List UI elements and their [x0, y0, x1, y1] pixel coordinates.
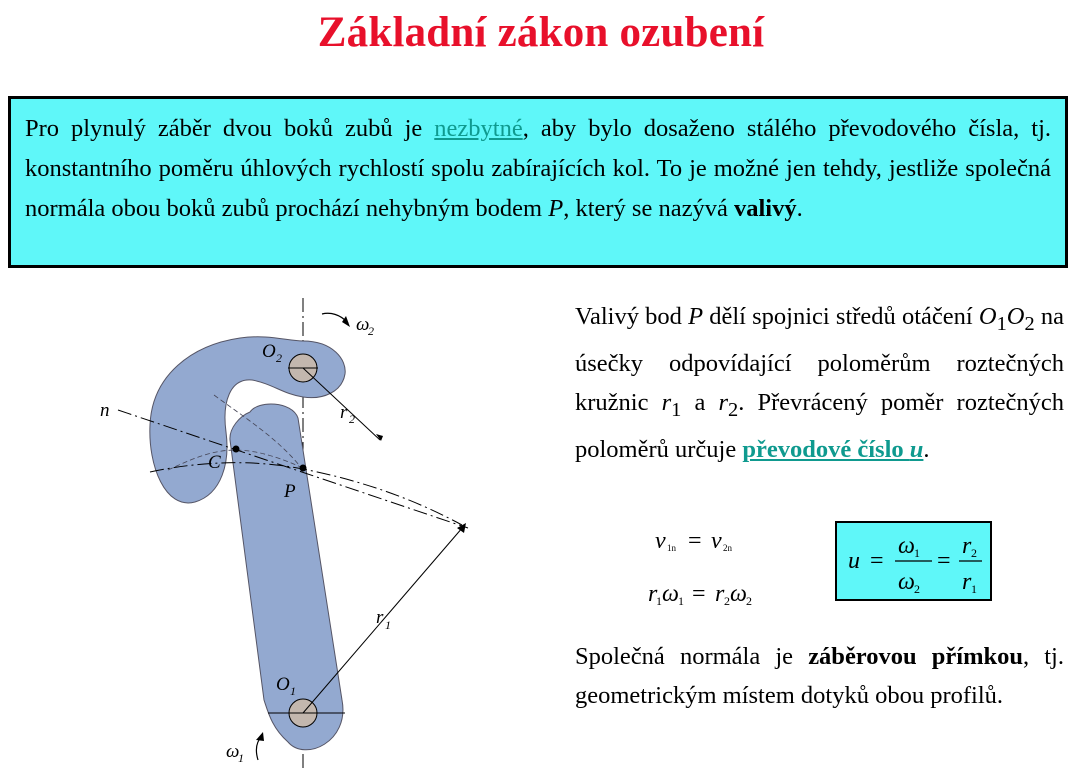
label-omega1: ω [226, 741, 240, 762]
label-o1: O [276, 674, 290, 695]
svg-text:=: = [870, 548, 884, 574]
svg-text:=: = [692, 581, 706, 607]
svg-text:ω: ω [898, 533, 915, 559]
gear-ratio-formula-box [835, 521, 992, 601]
intro-text-3: , který se nazývá [563, 195, 734, 222]
svg-text:v: v [655, 528, 666, 554]
label-r2: r [340, 402, 348, 423]
svg-text:=: = [937, 548, 951, 574]
gear-mechanism-diagram [80, 290, 560, 775]
label-r1: r [376, 607, 384, 628]
svg-text:r: r [648, 581, 658, 607]
svg-text:ω: ω [898, 569, 915, 595]
svg-text:r: r [962, 533, 972, 559]
prevodove-cislo-link[interactable]: převodové číslo u [742, 435, 924, 463]
label-omega2: ω [356, 314, 370, 335]
svg-text:u: u [848, 548, 860, 574]
svg-text:=: = [688, 528, 702, 554]
point-p [300, 465, 307, 472]
svg-text:1: 1 [238, 751, 244, 765]
label-o2: O [262, 341, 276, 362]
zaberova-primka-term: záběrovou přímkou [808, 643, 1023, 670]
intro-text-1: Pro plynulý záběr dvou boků zubů je [25, 115, 435, 142]
svg-text:1: 1 [914, 546, 920, 560]
intro-point-p: P [548, 195, 564, 222]
svg-text:r: r [715, 581, 725, 607]
normala-paragraph: Společná normála je záběrovou přímkou, tj. geometrickým místem dotyků obou profilů. [575, 643, 1064, 709]
svg-text:1: 1 [290, 684, 296, 698]
svg-text:2: 2 [914, 582, 920, 596]
intro-text-2: , aby bylo dosaženo stálého převodového čísla, tj. konstantního poměru úhlových rychlostí spolu zabírajících kol. To je možné jen tehdy, jestliže společná normála obou boků zubů prochází nehybným bodem [25, 115, 1051, 222]
definition-box [8, 96, 1068, 268]
label-n: n [100, 400, 110, 421]
intro-valivy-term: valivý [733, 195, 797, 222]
svg-text:2: 2 [724, 594, 730, 608]
intro-text-4: . [796, 195, 803, 222]
label-p: P [284, 481, 296, 502]
svg-text:2: 2 [276, 351, 282, 365]
svg-text:ω: ω [662, 581, 679, 607]
svg-text:2: 2 [368, 324, 374, 338]
gear-body-1 [230, 404, 343, 750]
velocity-formulas [630, 515, 830, 615]
svg-text:2: 2 [746, 594, 752, 608]
svg-text:2: 2 [971, 546, 977, 560]
svg-text:2n: 2n [723, 543, 732, 553]
svg-text:1: 1 [656, 594, 662, 608]
point-c [233, 446, 240, 453]
label-c: C [208, 452, 221, 473]
page-title: Základní zákon ozubení [317, 9, 765, 56]
svg-text:ω: ω [730, 581, 747, 607]
svg-text:2: 2 [349, 412, 355, 426]
svg-text:1n: 1n [667, 543, 676, 553]
svg-text:1: 1 [971, 582, 977, 596]
valivy-bod-paragraph: Valivý bod P dělí spojnici středů otáčení $O_1O_2$ na úsečky odpovídající poloměrům roztečných kružnic $r_1$ a $r_2$. Převrácený poměr roztečných poloměrů určuje převodové číslo u. [575, 303, 1065, 463]
svg-text:1: 1 [385, 618, 391, 632]
nezbytne-link[interactable]: nezbytné [434, 115, 523, 142]
svg-text:1: 1 [678, 594, 684, 608]
svg-text:r: r [962, 569, 972, 595]
svg-text:v: v [711, 528, 722, 554]
